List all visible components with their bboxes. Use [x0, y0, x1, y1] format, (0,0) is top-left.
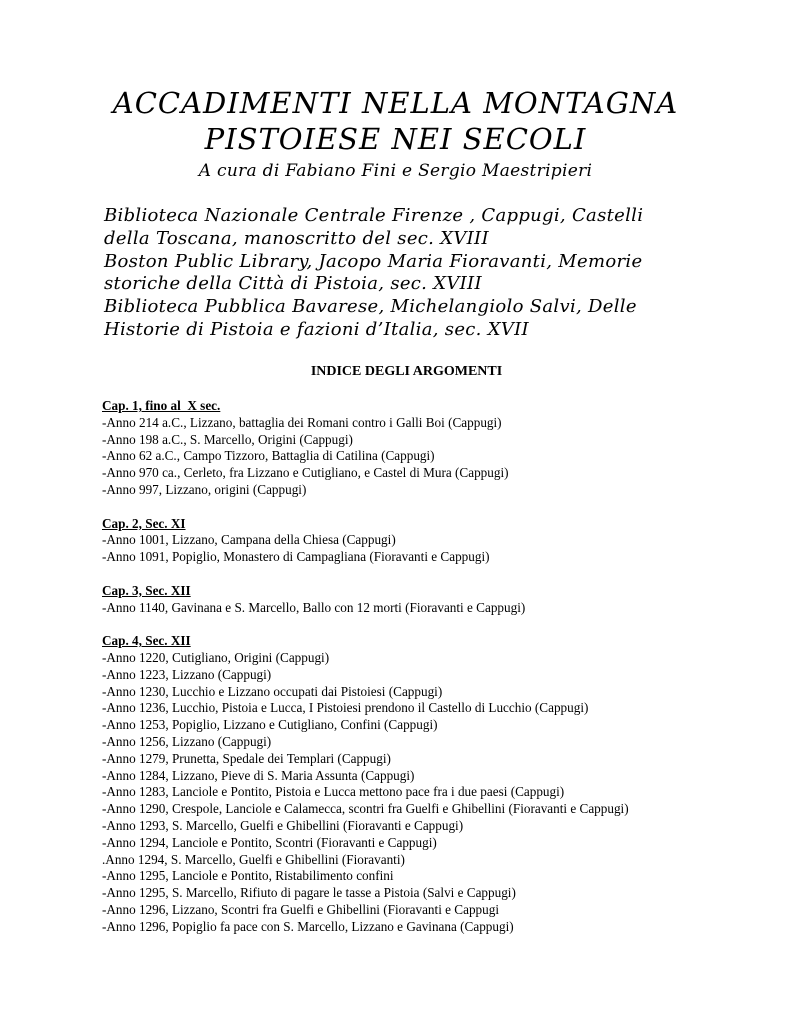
source-line: Biblioteca Pubblica Bavarese, Michelangiolo Salvi, Delle — [104, 296, 637, 318]
source-line: Biblioteca Nazionale Centrale Firenze , Cappugi, Castelli — [104, 205, 644, 226]
sources-block — [104, 205, 744, 342]
table-of-contents — [102, 398, 742, 952]
list-item: -Anno 1284, Lizzano, Pieve di S. Maria Assunta (Cappugi) — [102, 767, 415, 783]
chapter-1 — [102, 398, 742, 499]
chapter-3 — [102, 583, 742, 617]
index-heading: INDICE DEGLI ARGOMENTI — [310, 364, 503, 379]
title-line-1: ACCADIMENTI NELLA MONTAGNA — [112, 86, 679, 120]
list-item: -Anno 1279, Prunetta, Spedale dei Templari (Cappugi) — [102, 750, 391, 766]
list-item: -Anno 198 a.C., S. Marcello, Origini (Cappugi) — [102, 431, 353, 447]
source-line: Historie di Pistoia e fazioni d’Italia, sec. XVII — [104, 318, 529, 340]
list-item: -Anno 1295, S. Marcello, Rifiuto di pagare le tasse a Pistoia (Salvi e Cappugi) — [102, 885, 516, 901]
list-item: -Anno 1296, Lizzano, Scontri fra Guelfi e Ghibellini (Fioravanti e Cappugi — [102, 901, 499, 917]
chapter-4 — [102, 633, 742, 935]
chapter-title: Cap. 4, Sec. XII — [102, 633, 191, 649]
list-item: -Anno 1283, Lanciole e Pontito, Pistoia e Lucca mettono pace fra i due paesi (Cappugi) — [102, 784, 565, 800]
list-item: -Anno 1223, Lizzano (Cappugi) — [102, 666, 272, 682]
list-item: -Anno 970 ca., Cerleto, fra Lizzano e Cutigliano, e Castel di Mura (Cappugi) — [102, 465, 509, 481]
chapter-title: Cap. 1, fino al X sec. — [102, 398, 221, 413]
editors-line: A cura di Fabiano Fini e Sergio Maestripieri — [198, 161, 593, 181]
list-item: -Anno 1220, Cutigliano, Origini (Cappugi) — [102, 649, 330, 665]
list-item: -Anno 1290, Crespole, Lanciole e Calamecca, scontri fra Guelfi e Ghibellini (Fioravanti e Cappugi) — [102, 801, 629, 817]
list-item: -Anno 997, Lizzano, origini (Cappugi) — [102, 481, 307, 497]
list-item: -Anno 1295, Lanciole e Pontito, Ristabilimento confini — [102, 868, 394, 884]
list-item: -Anno 1293, S. Marcello, Guelfi e Ghibellini (Fioravanti e Cappugi) — [102, 817, 464, 833]
list-item: -Anno 1236, Lucchio, Pistoia e Lucca, I Pistoiesi prendono il Castello di Lucchio (Cappugi) — [102, 700, 589, 716]
source-line: Boston Public Library, Jacopo Maria Fioravanti, Memorie — [104, 250, 643, 272]
chapter-2 — [102, 516, 742, 566]
chapter-title: Cap. 2, Sec. XI — [102, 515, 186, 531]
list-item: -Anno 1140, Gavinana e S. Marcello, Ballo con 12 morti (Fioravanti e Cappugi) — [102, 599, 526, 615]
list-item: -Anno 62 a.C., Campo Tizzoro, Battaglia di Catilina (Cappugi) — [102, 448, 435, 464]
list-item: -Anno 1001, Lizzano, Campana della Chiesa (Cappugi) — [102, 532, 396, 548]
list-item: -Anno 214 a.C., Lizzano, battaglia dei Romani contro i Galli Boi (Cappugi) — [102, 414, 502, 430]
title-line-2: PISTOIESE NEI SECOLI — [204, 122, 587, 156]
chapter-title: Cap. 3, Sec. XII — [102, 582, 191, 598]
list-item: -Anno 1294, Lanciole e Pontito, Scontri (Fioravanti e Cappugi) — [102, 834, 437, 850]
list-item: -Anno 1296, Popiglio fa pace con S. Marcello, Lizzano e Gavinana (Cappugi) — [102, 918, 514, 934]
list-item: .Anno 1294, S. Marcello, Guelfi e Ghibellini (Fioravanti) — [102, 851, 405, 867]
list-item: -Anno 1256, Lizzano (Cappugi) — [102, 733, 272, 749]
list-item: -Anno 1230, Lucchio e Lizzano occupati dai Pistoiesi (Cappugi) — [102, 683, 443, 699]
source-line: della Toscana, manoscritto del sec. XVIII — [104, 227, 489, 249]
source-line: storiche della Città di Pistoia, sec. XVIII — [104, 273, 482, 295]
list-item: -Anno 1091, Popiglio, Monastero di Campagliana (Fioravanti e Cappugi) — [102, 549, 490, 565]
list-item: -Anno 1253, Popiglio, Lizzano e Cutigliano, Confini (Cappugi) — [102, 717, 438, 733]
